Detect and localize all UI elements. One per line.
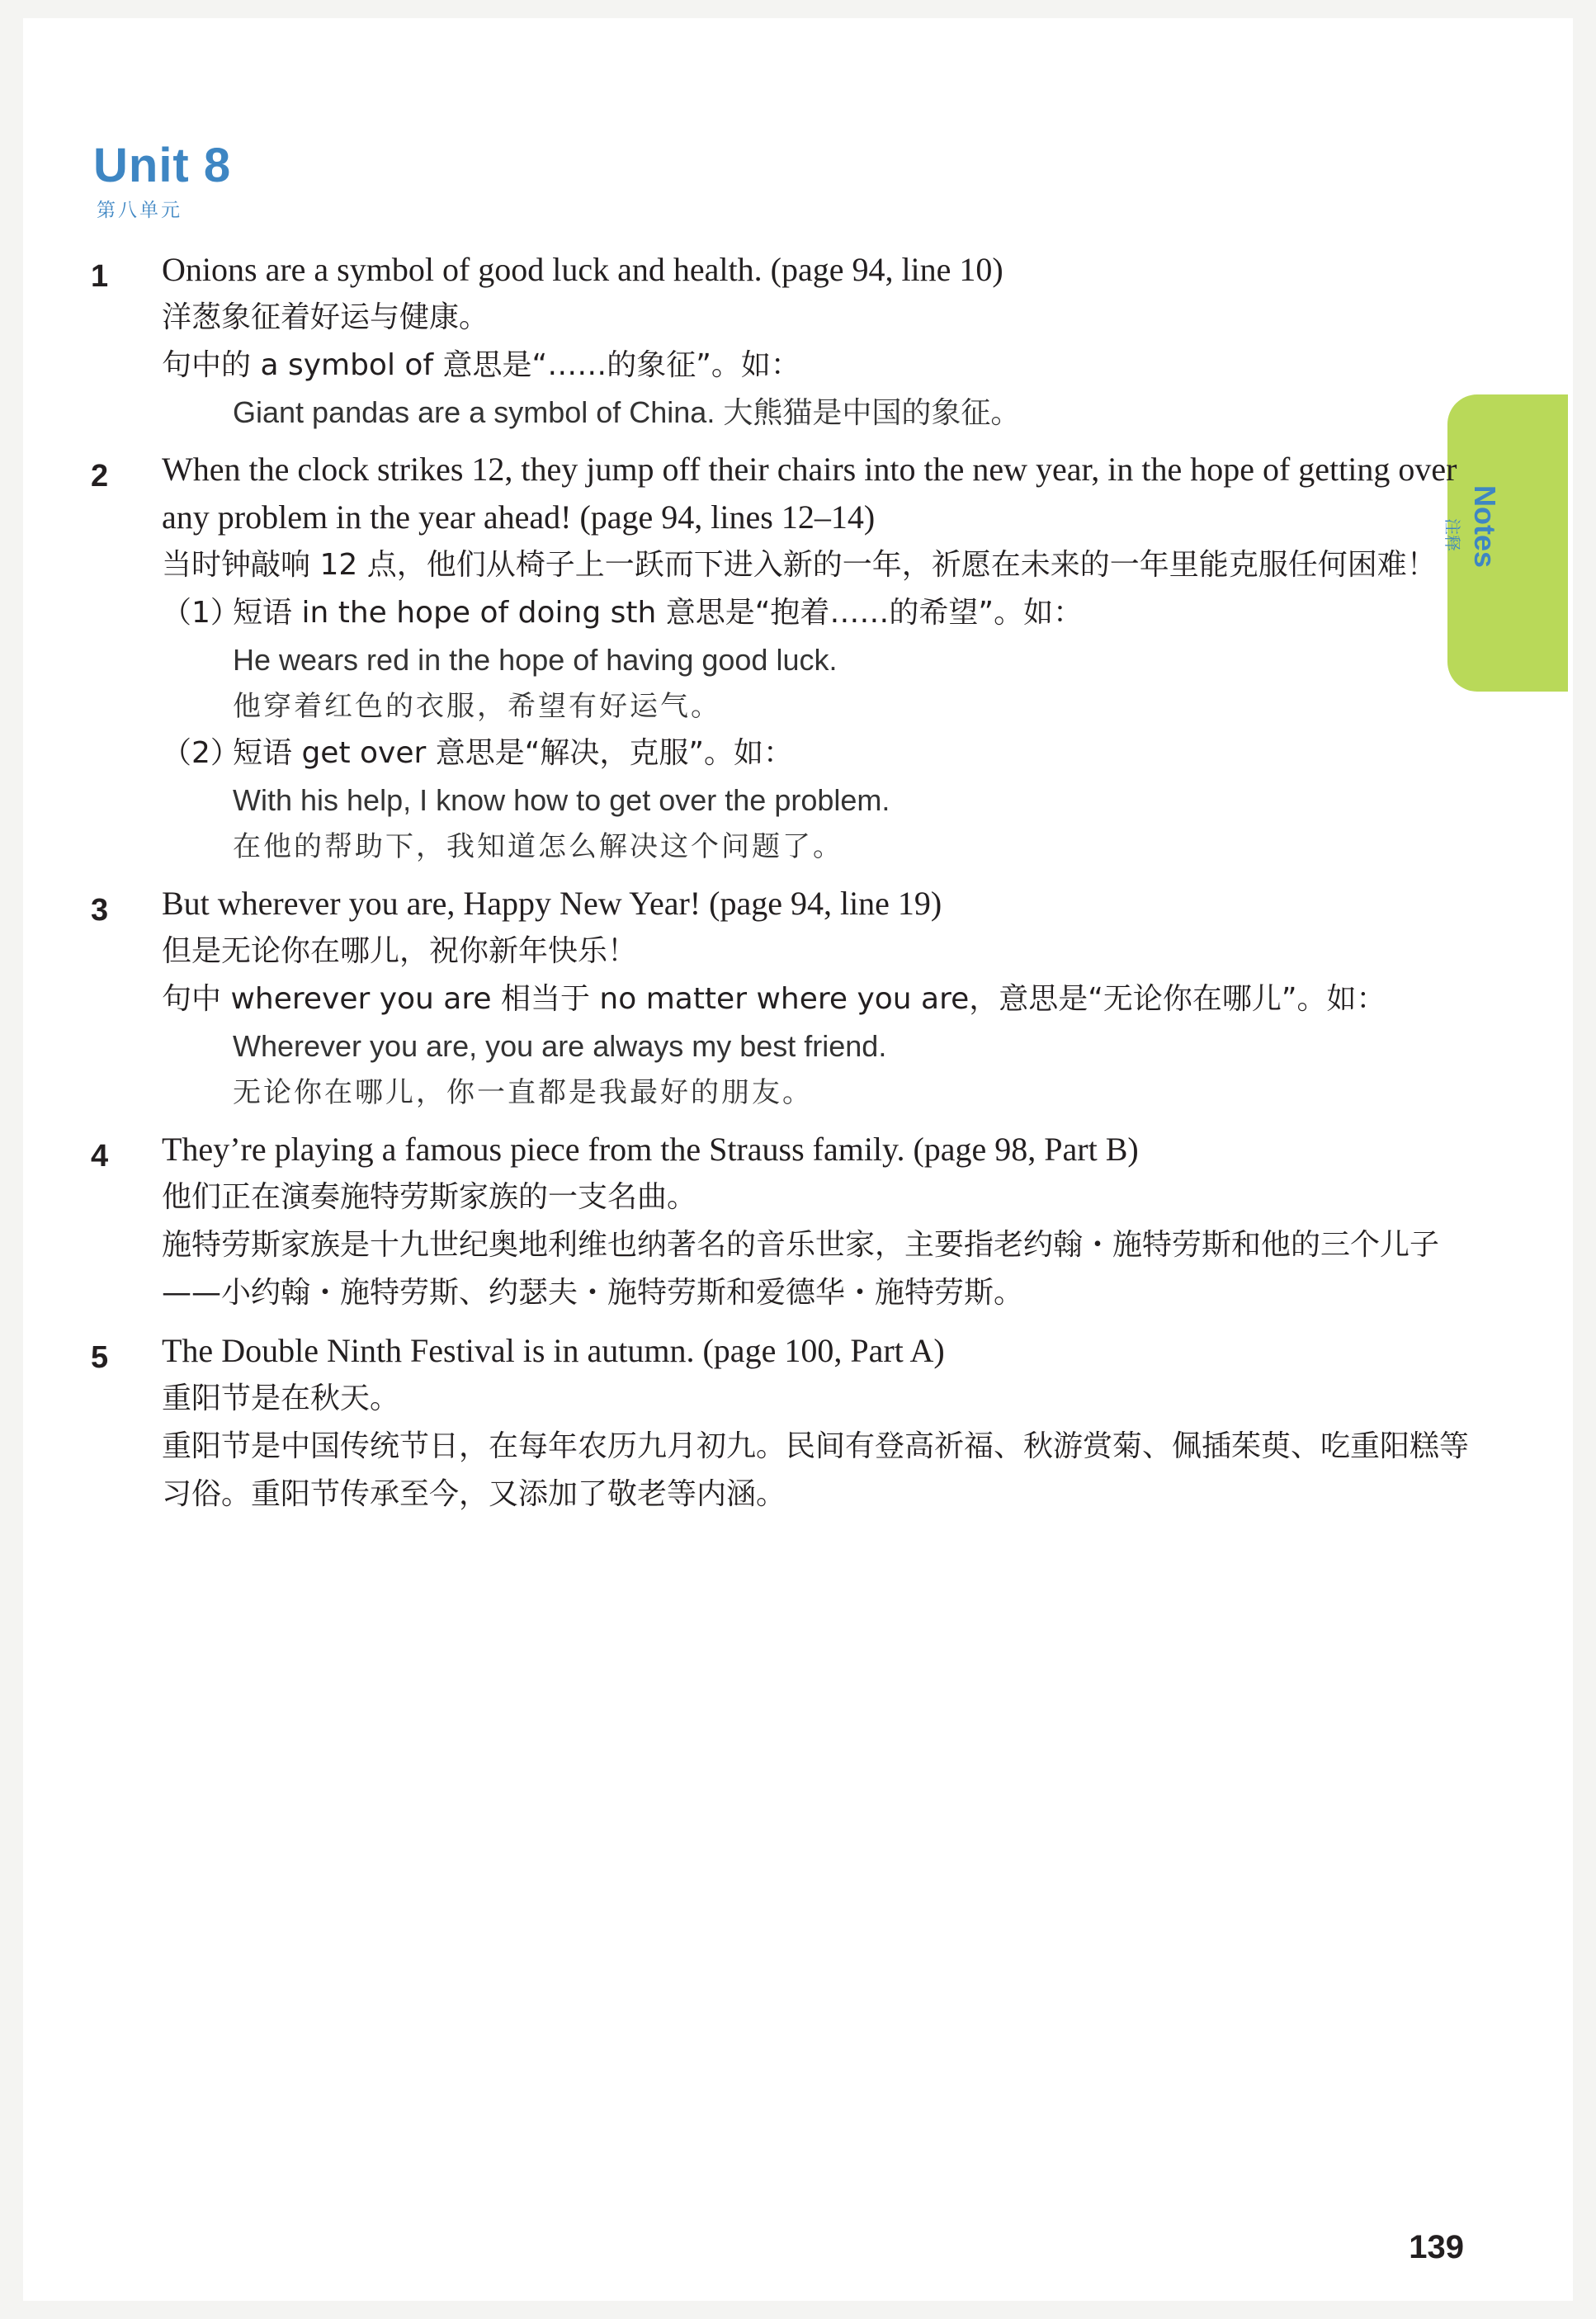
note-2 bbox=[91, 446, 1477, 870]
notes-tab-label: Notes bbox=[1468, 485, 1502, 569]
note-number: 4 bbox=[91, 1139, 109, 1174]
sub-point-label: （1） bbox=[162, 596, 240, 630]
unit-subtitle: 第八单元 bbox=[97, 200, 182, 221]
example-translation: 他穿着红色的衣服，希望有好运气。 bbox=[233, 690, 721, 723]
note-number: 1 bbox=[91, 259, 109, 294]
example-sentence: With his help, I know how to get over the problem. bbox=[233, 783, 890, 817]
page-number: 139 bbox=[1409, 2229, 1464, 2265]
note-sentence: Onions are a symbol of good luck and health. (page 94, line 10) bbox=[162, 251, 1003, 288]
note-explanation: 重阳节是中国传统节日，在每年农历九月初九。民间有登高祈福、秋游赏菊、佩插茱萸、吃重阳糕等习俗。重阳节传承至今，又添加了敬老等内涵。 bbox=[162, 1429, 1470, 1511]
example-sentence: Wherever you are, you are always my best friend. bbox=[233, 1029, 887, 1063]
sub-point-2 bbox=[162, 730, 1477, 870]
example-sentence: Giant pandas are a symbol of China. 大熊猫是中国的象征。 bbox=[233, 395, 1021, 429]
sub-point-text: 短语 in the hope of doing sth 意思是“抱着……的希望”。如： bbox=[233, 596, 1084, 630]
note-translation: 他们正在演奏施特劳斯家族的一支名曲。 bbox=[162, 1180, 697, 1214]
note-number: 3 bbox=[91, 893, 109, 928]
example-translation: 无论你在哪儿，你一直都是我最好的朋友。 bbox=[233, 1076, 813, 1109]
note-sentence: When the clock strikes 12, they jump off their chairs into the new year, in the hope of getting over any problem in the year ahead! (page 94, lines 12–14) bbox=[162, 451, 1457, 536]
note-sentence: They’re playing a famous piece from the Strauss family. (page 98, Part B) bbox=[162, 1131, 1139, 1168]
example-translation: 在他的帮助下，我知道怎么解决这个问题了。 bbox=[233, 830, 843, 863]
note-5 bbox=[91, 1327, 1477, 1518]
note-4 bbox=[91, 1126, 1477, 1317]
note-explanation: 句中 wherever you are 相当于 no matter where you are，意思是“无论你在哪儿”。如： bbox=[162, 982, 1386, 1016]
notes-tab-label-zh: 注释 bbox=[1443, 518, 1462, 551]
note-3 bbox=[91, 880, 1477, 1116]
note-sentence: The Double Ninth Festival is in autumn. (page 100, Part A) bbox=[162, 1332, 945, 1369]
note-sentence: But wherever you are, Happy New Year! (page 94, line 19) bbox=[162, 885, 942, 922]
note-number: 2 bbox=[91, 459, 109, 494]
note-explanation: 句中的 a symbol of 意思是“……的象征”。如： bbox=[162, 348, 800, 382]
unit-title: Unit 8 bbox=[93, 139, 232, 192]
note-translation: 但是无论你在哪儿，祝你新年快乐！ bbox=[162, 934, 638, 968]
note-translation: 当时钟敲响 12 点，他们从椅子上一跃而下进入新的一年，祈愿在未来的一年里能克服任何困难！ bbox=[162, 548, 1437, 582]
example-sentence: He wears red in the hope of having good luck. bbox=[233, 643, 838, 677]
sub-point-1 bbox=[162, 589, 1477, 730]
sub-point-text: 短语 get over 意思是“解决，克服”。如： bbox=[233, 736, 794, 770]
note-translation: 重阳节是在秋天。 bbox=[162, 1381, 400, 1415]
note-number: 5 bbox=[91, 1340, 109, 1375]
note-translation: 洋葱象征着好运与健康。 bbox=[162, 300, 489, 334]
note-explanation: 施特劳斯家族是十九世纪奥地利维也纳著名的音乐世家，主要指老约翰・施特劳斯和他的三个儿子——小约翰・施特劳斯、约瑟夫・施特劳斯和爱德华・施特劳斯。 bbox=[162, 1228, 1440, 1310]
note-1 bbox=[91, 246, 1477, 436]
sub-point-label: （2） bbox=[162, 736, 240, 770]
notes-list bbox=[91, 246, 1477, 1518]
